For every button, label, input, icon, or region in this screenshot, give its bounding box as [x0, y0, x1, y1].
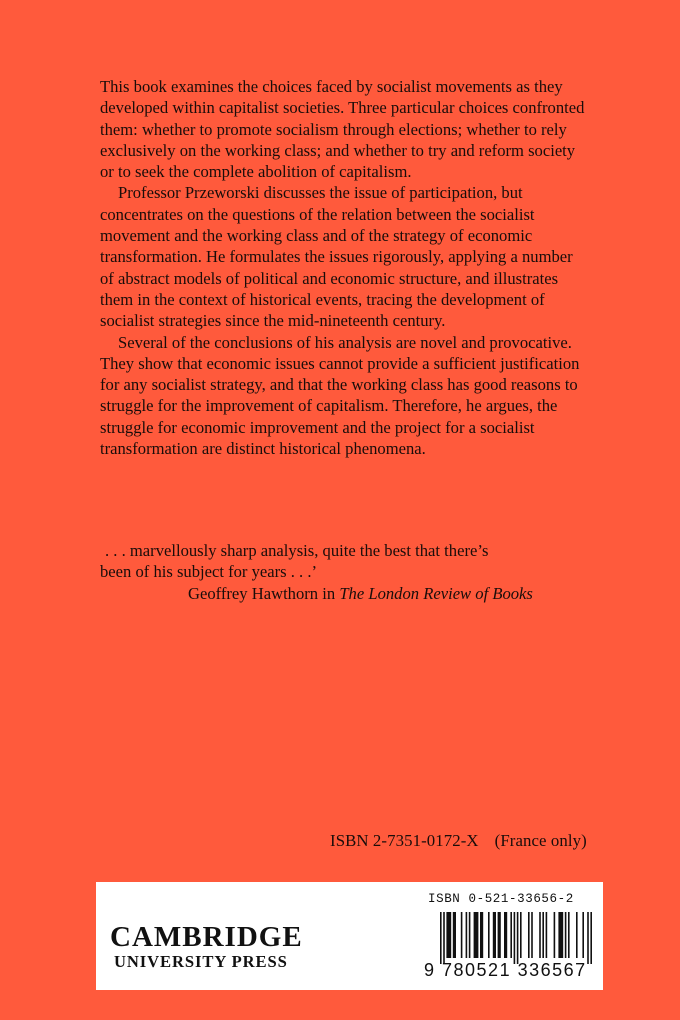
barcode-bar: [510, 912, 512, 958]
back-cover-blurb: [100, 76, 590, 459]
barcode-bar: [493, 912, 496, 958]
publisher-logo: [110, 921, 303, 972]
barcode-bar: [590, 912, 592, 964]
barcode-bar: [520, 912, 522, 958]
barcode-bar: [474, 912, 479, 958]
barcode-bar: [440, 912, 442, 964]
barcode-bar: [488, 912, 490, 958]
barcode-bar: [469, 912, 471, 958]
barcode-bar: [466, 912, 468, 958]
barcode-bar: [554, 912, 556, 958]
publisher-subtitle: UNIVERSITY PRESS: [114, 952, 288, 971]
barcode-bar: [446, 912, 451, 958]
blurb-paragraph-1: This book examines the choices faced by socialist movements as they developed within capitalist societies. Three particular choices confronted them: whether to promote socialism through elections; whether to rely exclusively on the working class; and whether to try and reform society or to seek the complete abolition of capitalism.: [100, 77, 585, 182]
isbn-france-note: (France only): [494, 831, 587, 850]
publisher-barcode-panel: [96, 882, 603, 990]
barcode-bar: [539, 912, 541, 958]
barcode-ean-number: 9 780521 336567: [424, 960, 587, 980]
quote-line-2: been of his subject for years . . .’: [100, 562, 318, 582]
barcode-bar: [514, 912, 516, 964]
barcode-bar: [576, 912, 578, 958]
quote-publication: The London Review of Books: [339, 583, 533, 603]
isbn-france: [330, 831, 587, 851]
publisher-name: CAMBRIDGE: [110, 921, 303, 953]
barcode-bar: [480, 912, 483, 958]
blurb-paragraph-2: Professor Przeworski discusses the issue of participation, but concentrates on the questions of the relation between the socialist movement and the working class and of the strategy of economic transformation. He formulates the issues rigorously, applying a number of abstract models of political and economic structure, and illustrates them in the context of historical events, tracing the development of socialist strategies since the mid-nineteenth century.: [100, 183, 573, 331]
isbn-france-number: ISBN 2-7351-0172-X: [330, 831, 479, 850]
barcode-bar: [528, 912, 530, 958]
barcode-bar: [565, 912, 567, 958]
quote-reviewer: Geoffrey Hawthorn in: [188, 583, 336, 603]
quote-attribution: [100, 583, 600, 604]
barcode-block: [420, 888, 592, 986]
barcode-isbn: ISBN 0-521-33656-2: [428, 892, 574, 906]
barcode-bar: [504, 912, 507, 958]
barcode-bar: [453, 912, 456, 958]
quote-line-1: . . . marvellously sharp analysis, quite the best that there’s: [105, 541, 489, 560]
barcode-bar: [568, 912, 570, 958]
barcode-bar: [587, 912, 589, 964]
barcode-bar: [546, 912, 548, 958]
barcode-bar: [517, 912, 519, 964]
barcode-bar: [542, 912, 544, 958]
blurb-paragraph-3: Several of the conclusions of his analysis are novel and provocative. They show that economic issues cannot provide a sufficient justification for any socialist strategy, and that the working class has good reasons to struggle for the improvement of capitalism. Therefore, he argues, the struggle for economic improvement and the project for a socialist transformation are distinct historical phenomena.: [100, 332, 580, 459]
barcode-bar: [443, 912, 445, 964]
barcode-bar: [498, 912, 501, 958]
review-quote: [100, 540, 600, 604]
barcode-bar: [582, 912, 584, 958]
barcode-bar: [531, 912, 533, 958]
barcode-bar: [558, 912, 563, 958]
barcode-bar: [461, 912, 463, 958]
